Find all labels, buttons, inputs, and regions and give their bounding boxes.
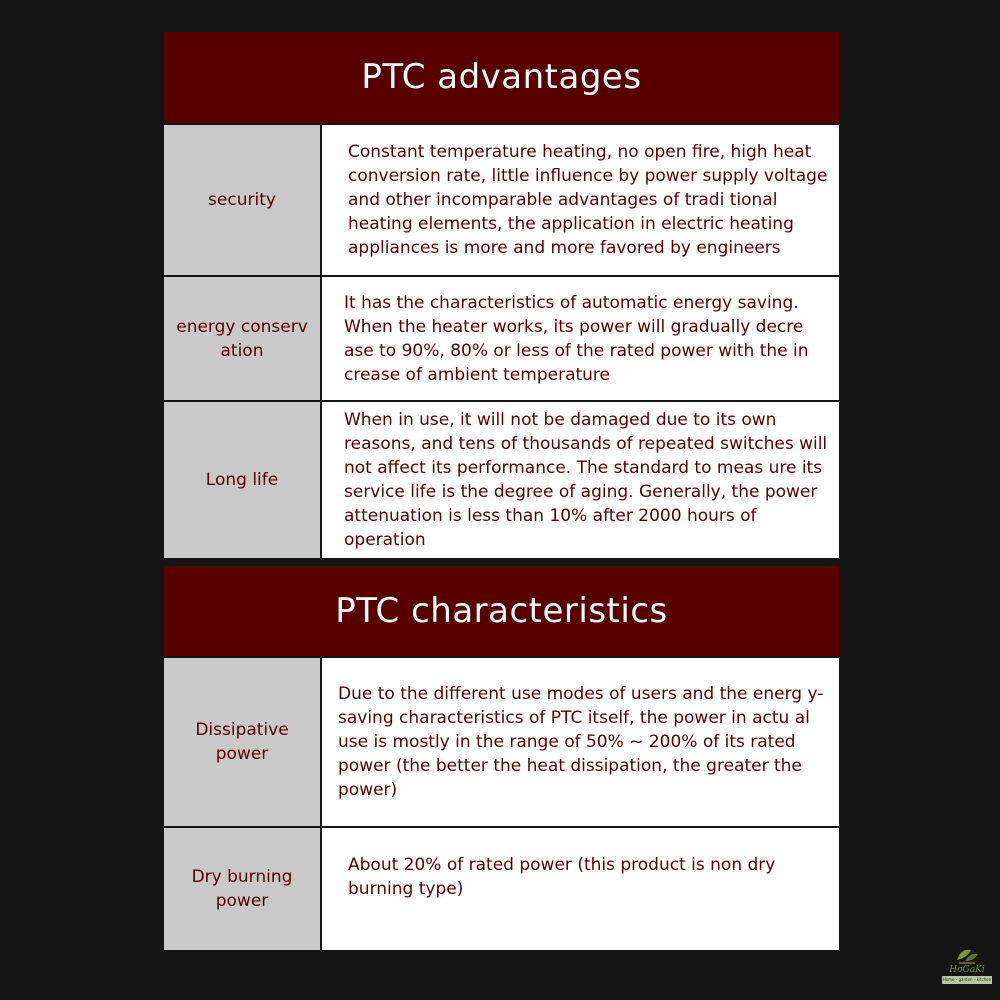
row-text [320, 658, 839, 826]
logo-name: HoGaKi [949, 965, 985, 975]
table-row [164, 123, 839, 275]
row-text [320, 828, 839, 950]
table-row [164, 400, 839, 558]
advantages-title: PTC advantages [164, 32, 839, 123]
leaf-logo-icon [955, 946, 979, 964]
table-row [164, 656, 839, 826]
row-text [320, 125, 839, 275]
row-label: Dissipative power [164, 658, 320, 826]
row-label: energy conserv ation [164, 277, 320, 400]
row-label: Dry burning power [164, 828, 320, 950]
characteristics-title: PTC characteristics [164, 566, 839, 656]
row-text [320, 277, 839, 400]
brand-logo [941, 946, 993, 988]
row-label: security [164, 125, 320, 275]
row-label: Long life [164, 402, 320, 558]
advantages-table [164, 32, 839, 558]
table-row [164, 826, 839, 950]
row-text-content: Due to the different use modes of users and the energ y-saving characteristics of PTC itself, the power in actu al use is mostly in the range of 50% ~ 200% of its rated power (the better the heat dissipation, the greater the power) [338, 684, 824, 800]
logo-tagline: Home - garden - kitchen [942, 977, 992, 982]
row-text-content: It has the characteristics of automatic energy saving. When the heater works, its power will gradually decre ase to 90%, 80% or less of the rated power with the in crease of ambient temperature [344, 292, 809, 385]
row-text-content: Constant temperature heating, no open fire, high heat conversion rate, little influence by power supply voltage and other incomparable advantages of tradi tional heating elements, the application in electric heating appliances is more and more favored by engineers [348, 142, 828, 258]
characteristics-table [164, 566, 839, 950]
row-text-content: When in use, it will not be damaged due to its own reasons, and tens of thousands of repeated switches will not affect its performance. The standard to meas ure its service life is the degree of aging. Generally, the power attenuation is less than 10% after 2000 hours of operation [344, 410, 828, 550]
table-row [164, 275, 839, 400]
row-text [320, 402, 839, 558]
row-text-content: About 20% of rated power (this product is non dry burning type) [348, 855, 776, 899]
